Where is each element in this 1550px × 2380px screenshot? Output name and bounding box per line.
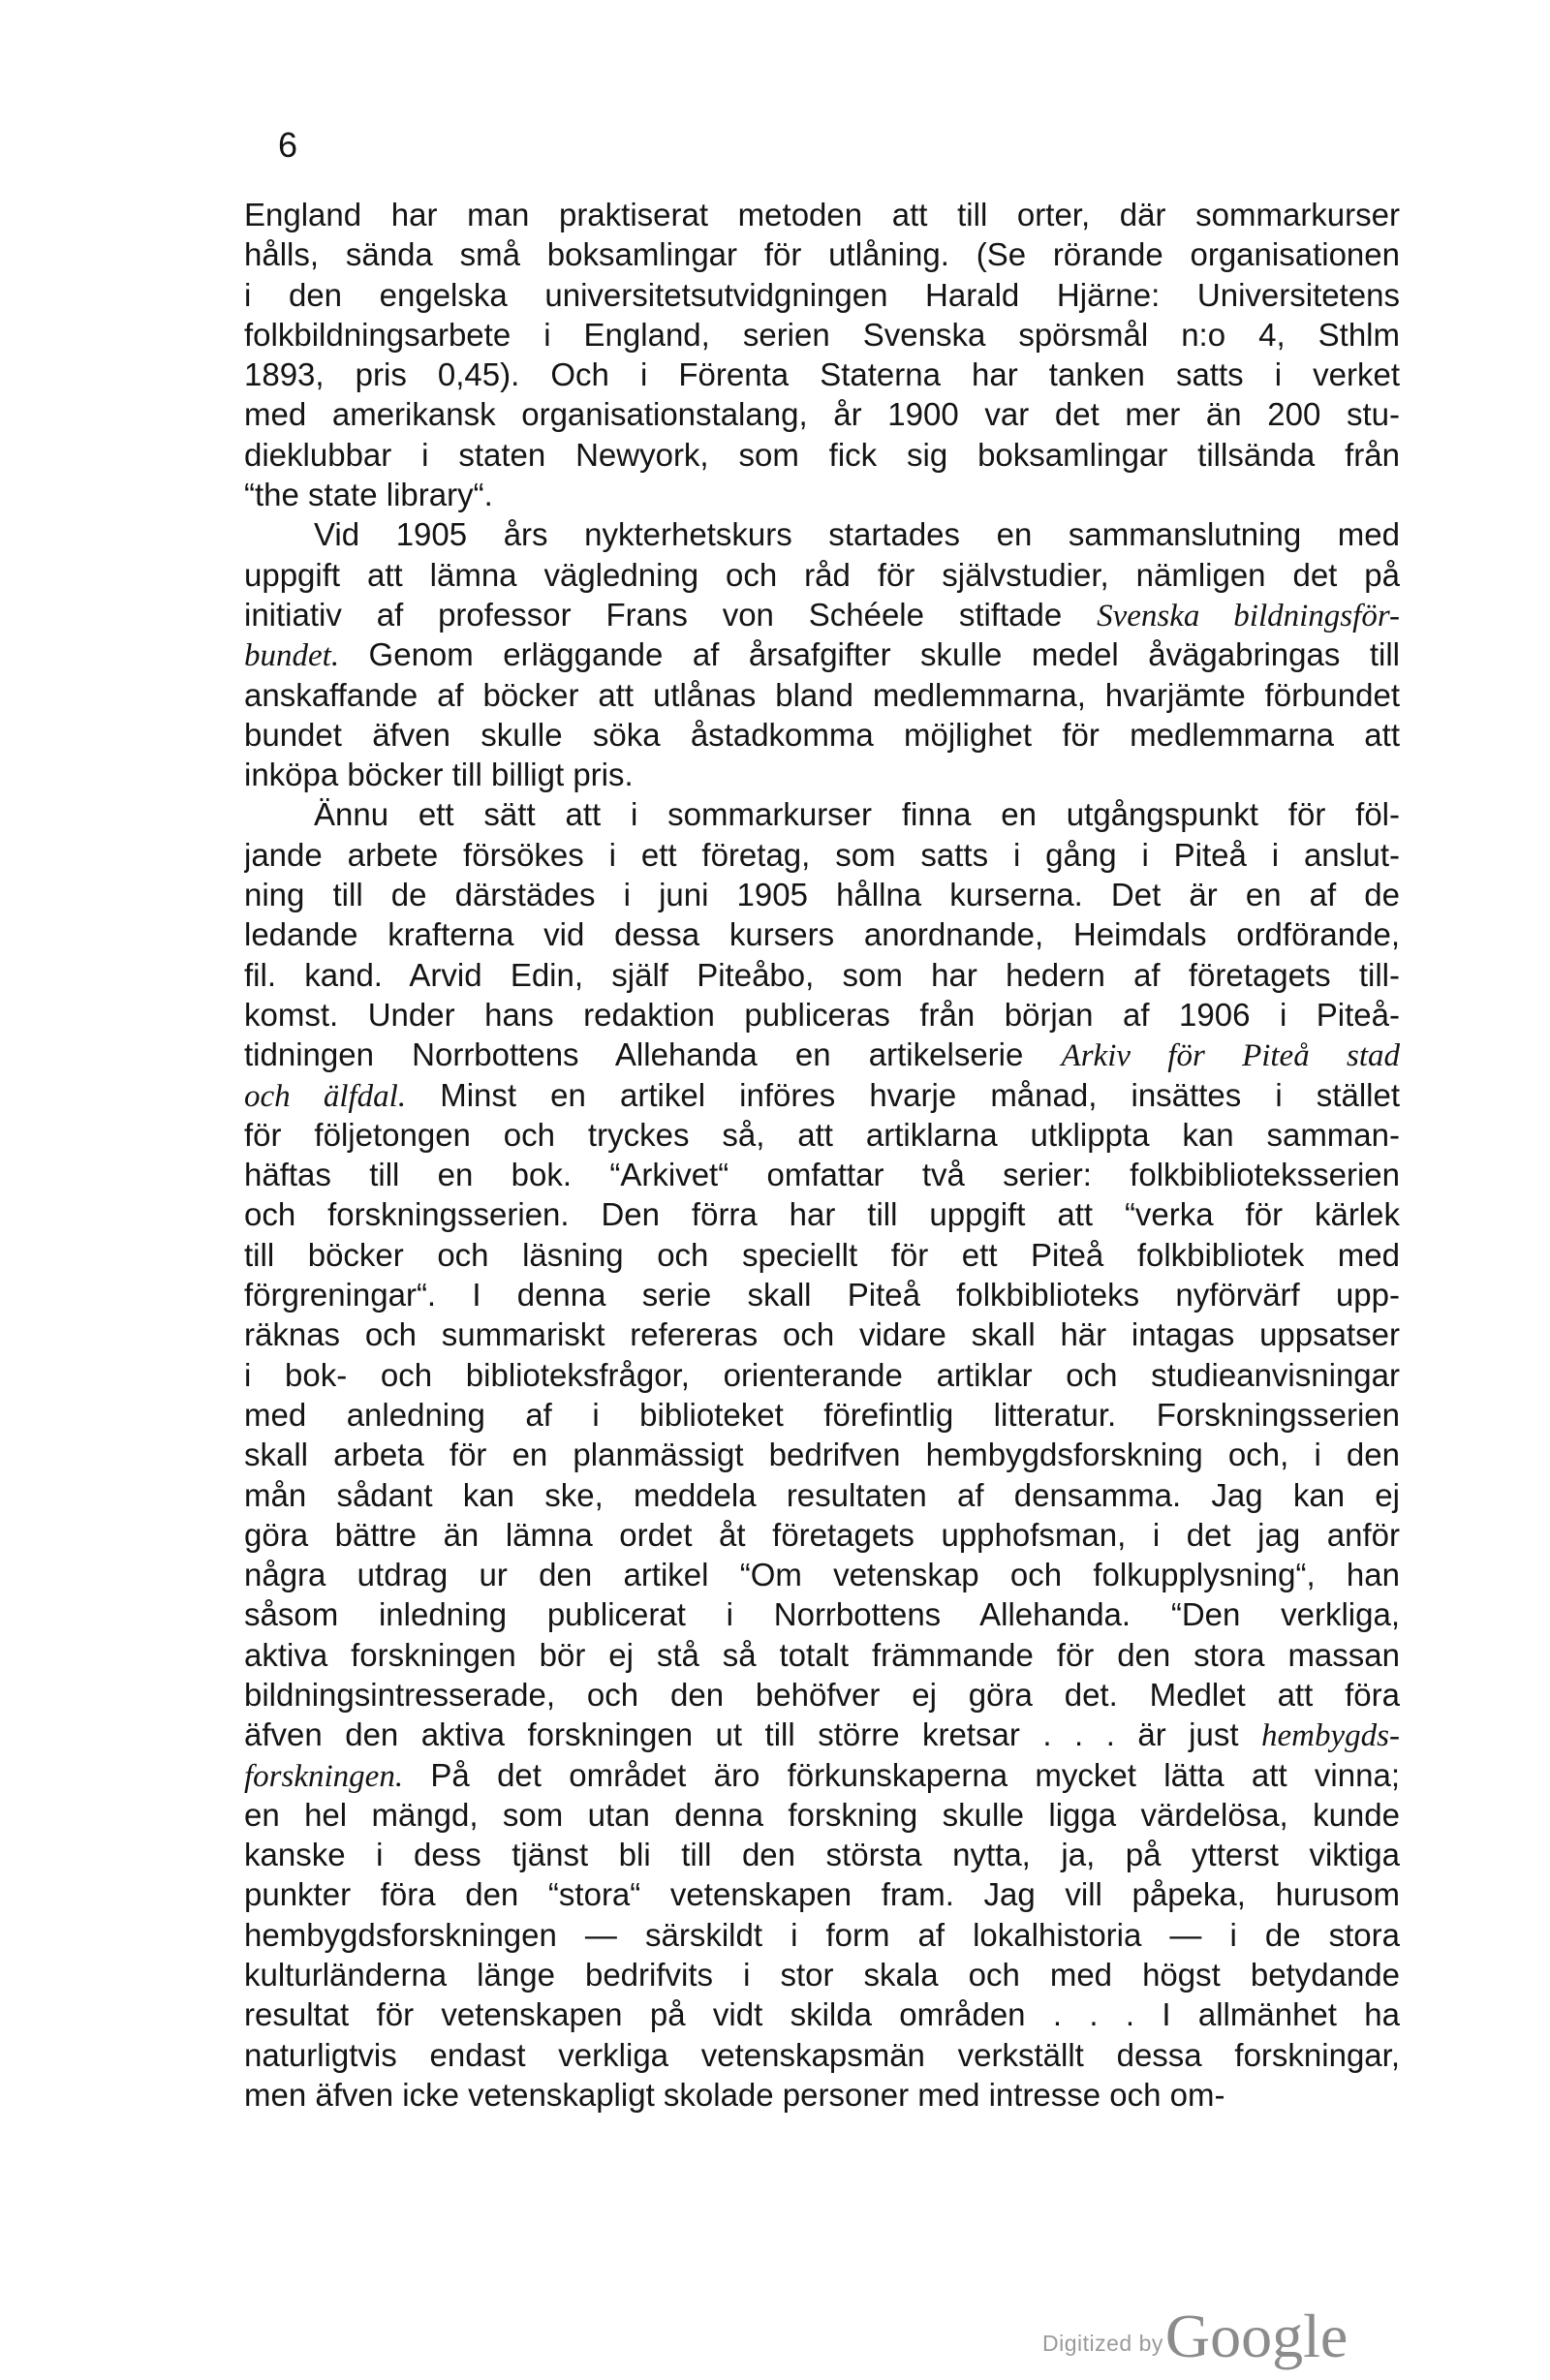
italic-text: Arkiv för Piteå stad [1061,1038,1400,1074]
text-run: initiativ af professor Frans von Schéele stiftade [244,596,1098,633]
text-line [244,835,1400,875]
text-line [244,595,1400,634]
text-line [244,1755,1400,1795]
text-run: Ännu ett sätt att i sommarkurser finna en utgångspunkt för föl- [314,796,1400,833]
text-run: komst. Under hans redaktion publiceras från början af 1906 i Piteå- [244,996,1400,1033]
text-line [244,275,1400,315]
text-run: räknas och summariskt refereras och vidare skall här intagas uppsatser [244,1316,1400,1353]
text-line [244,1475,1400,1515]
text-run: folkbildningsarbete i England, serien Svenska spörsmål n:o 4, Sthlm [244,316,1400,353]
text-line [244,794,1400,834]
text-line [244,1155,1400,1194]
text-run: i den engelska universitetsutvidgningen Harald Hjärne: Universitetens [244,276,1400,313]
text-line [244,1915,1400,1955]
text-line [244,394,1400,434]
text-run: 1893, pris 0,45). Och i Förenta Staterna har tanken satts i verket [244,356,1400,393]
text-line [244,1435,1400,1474]
text-line [244,195,1400,234]
text-line [244,755,1400,794]
text-run: häftas till en bok. “Arkivet“ omfattar två serier: folkbiblioteksserien [244,1157,1400,1193]
italic-text: hembygds- [1261,1718,1400,1754]
text-run: ledande krafterna vid dessa kursers anordnande, Heimdals ordförande, [244,916,1400,953]
text-run: aktiva forskningen bör ej stå så totalt främmande för den stora massan [244,1636,1400,1673]
text-run: jande arbete försökes i ett företag, som satts i gång i Piteå i anslut- [244,836,1400,873]
text-line [244,355,1400,394]
italic-text: och älfdal. [244,1078,407,1114]
text-run: med amerikansk organisationstalang, år 1900 var det mer än 200 stu- [244,396,1400,433]
paragraph [244,794,1400,2115]
text-run: bundet äfven skulle söka åstadkomma möjlighet för medlemmarna att [244,716,1400,753]
text-run: ning till de därstädes i juni 1905 hållna kurserna. Det är en af de [244,877,1400,913]
text-run: bildningsintresserade, och den behöfver ej göra det. Medlet att föra [244,1676,1400,1713]
text-line [244,1795,1400,1835]
text-line [244,1035,1400,1074]
body-text [244,195,1400,2115]
text-run: uppgift att lämna vägledning och råd för självstudier, nämligen det på [244,556,1400,593]
text-run: en hel mängd, som utan denna forskning skulle ligga värdelösa, kunde [244,1796,1400,1833]
text-run: äfven den aktiva forskningen ut till större kretsar . . . är just [244,1716,1262,1753]
text-line [244,955,1400,995]
paragraph [244,514,1400,794]
text-run: resultat för vetenskapen på vidt skilda områden . . . I allmänhet ha [244,1996,1400,2033]
text-line [244,875,1400,914]
text-run: anskaffande af böcker att utlånas bland medlemmarna, hvarjämte förbundet [244,676,1400,713]
google-logo: Google [1164,2302,1348,2370]
text-line [244,1355,1400,1395]
text-run: På det området äro förkunskaperna mycket lätta att vinna; [403,1756,1400,1793]
text-line [244,555,1400,595]
text-run: såsom inledning publicerat i Norrbottens Allehanda. “Den verkliga, [244,1596,1400,1633]
text-line [244,1955,1400,1994]
text-run: naturligtvis endast verkliga vetenskapsmän verkställt dessa forskningar, [244,2036,1400,2073]
text-run: hålls, sända små boksamlingar för utlåning. (Se rörande organisationen [244,236,1400,273]
text-line [244,1835,1400,1874]
text-line [244,1194,1400,1234]
text-line [244,514,1400,554]
text-line [244,1675,1400,1715]
text-run: i bok- och biblioteksfrågor, orienterande artiklar och studieanvisningar [244,1356,1400,1393]
text-line [244,1594,1400,1634]
text-run: fil. kand. Arvid Edin, själf Piteåbo, som har hedern af företagets till- [244,956,1400,993]
text-run: för följetongen och tryckes så, att artiklarna utklippta kan samman- [244,1116,1400,1153]
text-line [244,1395,1400,1435]
text-line [244,1235,1400,1275]
text-run: och forskningsserien. Den förra har till uppgift att “verka för kärlek [244,1196,1400,1233]
text-line [244,1115,1400,1155]
text-run: inköpa böcker till billigt pris. [244,757,634,793]
page-number: 6 [278,125,298,165]
text-line [244,995,1400,1035]
text-run: England har man praktiserat metoden att till orter, där sommarkurser [244,197,1400,232]
text-run: kulturländerna länge bedrifvits i stor skala och med högst betydande [244,1957,1400,1994]
text-line [244,435,1400,475]
text-run: Vid 1905 års nykterhetskurs startades en sammanslutning med [314,516,1400,553]
text-line [244,1874,1400,1914]
text-run: skall arbeta för en planmässigt bedrifven hembygdsforskning och, i den [244,1437,1400,1473]
italic-text: bundet. [244,638,340,674]
text-line [244,475,1400,514]
text-line [244,675,1400,715]
text-run: men äfven icke vetenskapligt skolade personer med intresse och om- [244,2076,1225,2113]
text-run: dieklubbar i staten Newyork, som fick sig boksamlingar tillsända från [244,436,1400,473]
text-run: göra bättre än lämna ordet åt företagets upphofsman, i det jag anför [244,1516,1400,1553]
text-run: förgreningar“. I denna serie skall Piteå folkbiblioteks nyförvärf upp- [244,1277,1400,1314]
text-line [244,315,1400,355]
text-line [244,1555,1400,1594]
text-line [244,1515,1400,1555]
text-line [244,1635,1400,1675]
text-run: några utdrag ur den artikel “Om vetenskap och folkupplysning“, han [244,1557,1400,1593]
text-line [244,2075,1400,2115]
text-line [244,1075,1400,1115]
text-run: till böcker och läsning och speciellt för ett Piteå folkbibliotek med [244,1236,1400,1273]
italic-text: forskningen. [244,1758,404,1794]
text-run: Minst en artikel införes hvarje månad, insättes i stället [406,1076,1400,1113]
text-line [244,234,1400,274]
text-line [244,1275,1400,1314]
text-run: Genom erläggande af årsafgifter skulle medel åvägabringas till [339,636,1400,673]
text-run: med anledning af i biblioteket förefintlig litteratur. Forskningsserien [244,1396,1400,1433]
text-line [244,1715,1400,1754]
text-run: mån sådant kan ske, meddela resultaten af densamma. Jag kan ej [244,1476,1400,1513]
text-run: kanske i dess tjänst bli till den största nytta, ja, på ytterst viktiga [244,1837,1400,1873]
text-run: punkter föra den “stora“ vetenskapen fram. Jag vill påpeka, hurusom [244,1876,1400,1913]
italic-text: Svenska bildningsför- [1097,598,1400,634]
text-line [244,715,1400,755]
text-line [244,914,1400,954]
text-line [244,1994,1400,2034]
digitized-watermark [1042,2301,1348,2370]
text-line [244,1314,1400,1354]
text-line [244,634,1400,674]
paragraph [244,195,1400,514]
text-run: “the state library“. [244,477,493,513]
text-run: tidningen Norrbottens Allehanda en artikelserie [244,1036,1062,1073]
watermark-label: Digitized by [1042,2331,1163,2356]
text-line [244,2035,1400,2075]
text-run: hembygdsforskningen — särskildt i form af lokalhistoria — i de stora [244,1916,1400,1953]
